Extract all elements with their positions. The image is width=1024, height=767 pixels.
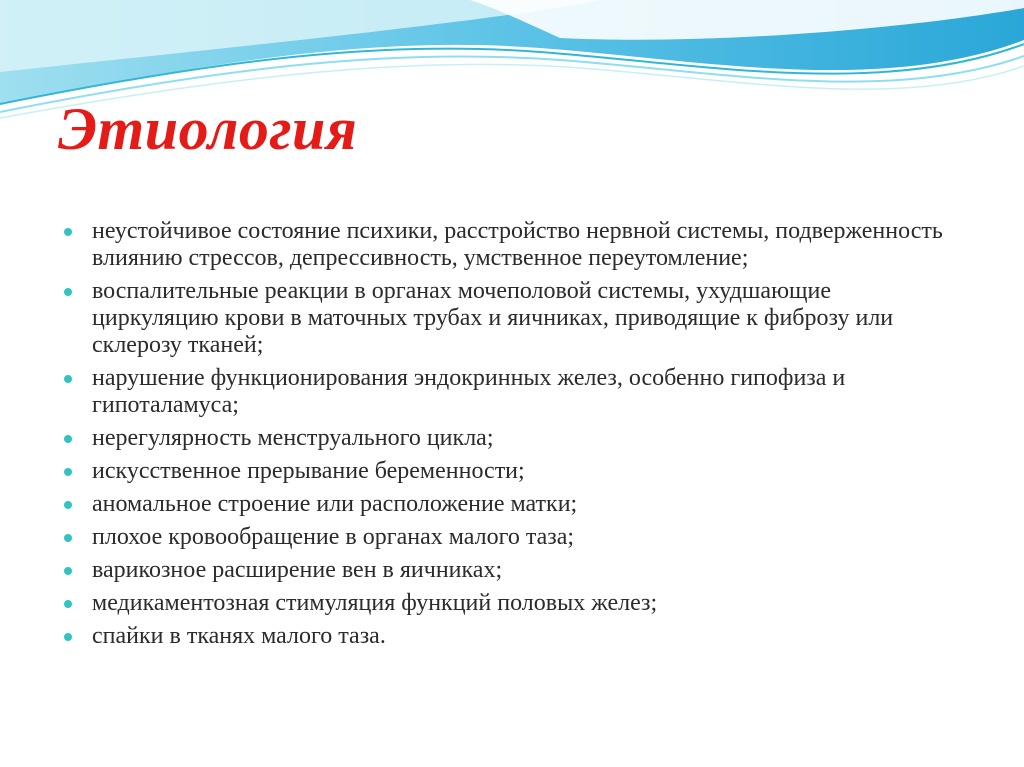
list-item-text: неустойчивое состояние психики, расстройство нервной системы, подверженность влиянию стрессов, депрессивность, умственное переутомление; (92, 218, 943, 271)
list-item-text: нерегулярность менструального цикла; (92, 425, 494, 451)
list-item (62, 278, 962, 359)
list-item (62, 590, 962, 617)
bullet-dot-icon (64, 633, 72, 641)
list-item (62, 425, 962, 452)
list-item (62, 218, 962, 272)
bullet-list (62, 218, 962, 656)
bullet-dot-icon (64, 600, 72, 608)
list-item (62, 365, 962, 419)
list-item-text: плохое кровообращение в органах малого таза; (92, 524, 575, 550)
bullet-dot-icon (64, 435, 72, 443)
bullet-dot-icon (64, 228, 72, 236)
list-item-text: медикаментозная стимуляция функций половых желез; (92, 590, 658, 616)
list-item (62, 557, 962, 584)
bullet-dot-icon (64, 534, 72, 542)
bullet-dot-icon (64, 468, 72, 476)
bullet-dot-icon (64, 375, 72, 383)
list-item (62, 623, 962, 650)
list-item-text: нарушение функционирования эндокринных желез, особенно гипофиза и гипоталамуса; (92, 365, 846, 418)
list-item (62, 458, 962, 485)
bullet-dot-icon (64, 288, 72, 296)
list-item-text: аномальное строение или расположение матки; (92, 491, 578, 517)
list-item-text: варикозное расширение вен в яичниках; (92, 557, 503, 583)
list-item (62, 491, 962, 518)
bullet-dot-icon (64, 567, 72, 575)
list-item-text: спайки в тканях малого таза. (92, 623, 386, 649)
list-item-text: искусственное прерывание беременности; (92, 458, 525, 484)
slide-title: Этиология (58, 96, 358, 162)
list-item-text: воспалительные реакции в органах мочеполовой системы, ухудшающие циркуляцию крови в маточных трубах и яичниках, приводящие к фиброзу или склерозу тканей; (92, 278, 894, 358)
list-item (62, 524, 962, 551)
bullet-dot-icon (64, 501, 72, 509)
